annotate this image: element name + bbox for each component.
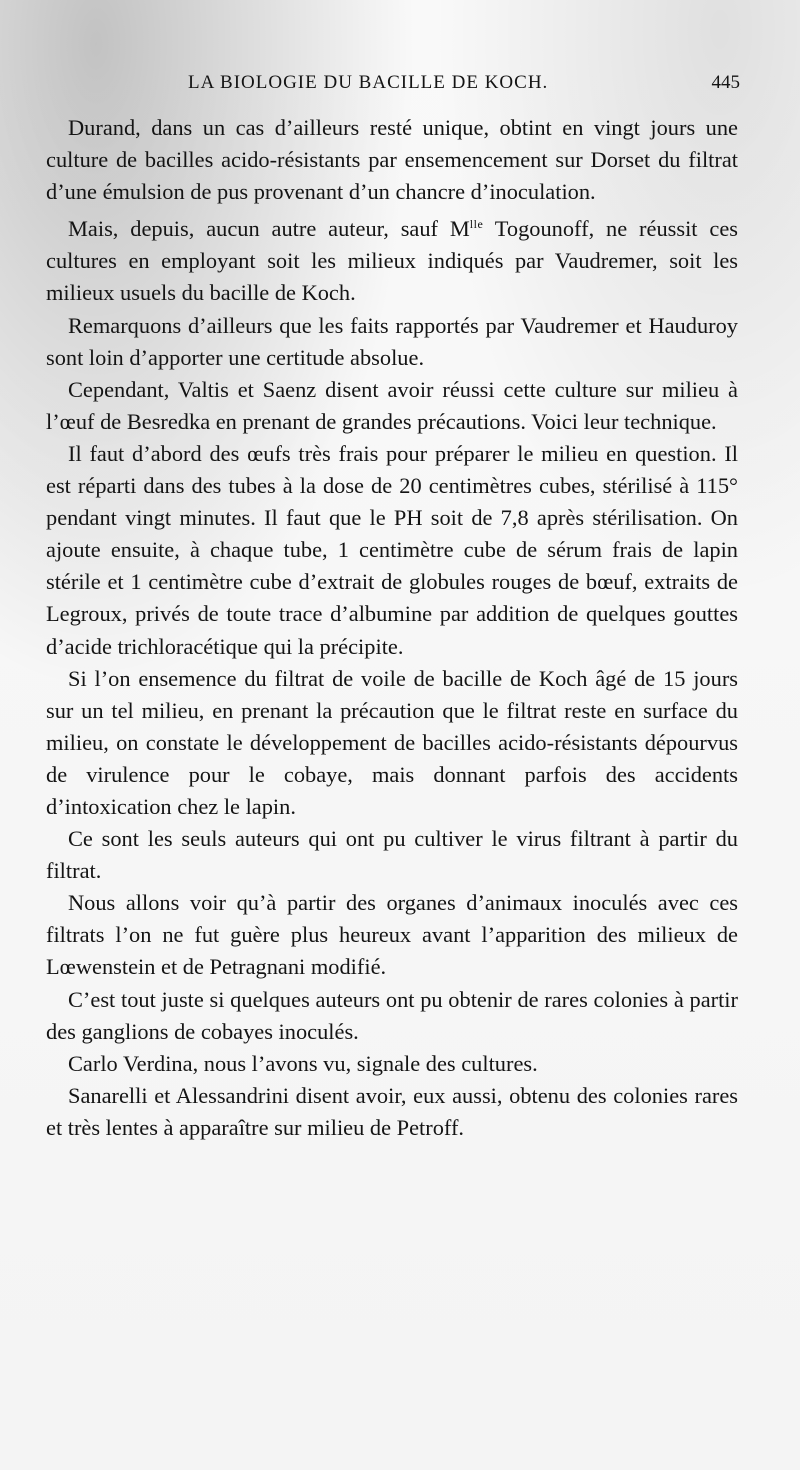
- paragraph-seuls-auteurs: Ce sont les seuls auteurs qui ont pu cultiver le virus filtrant à partir du filtrat.: [46, 826, 738, 884]
- paragraph-carlo-verdina: Carlo Verdina, nous l’avons vu, signale des cultures.: [68, 1050, 538, 1076]
- running-head: LA BIOLOGIE DU BACILLE DE KOCH.: [188, 72, 549, 93]
- paragraph-ensemence: Si l’on ensemence du filtrat de voile de bacille de Koch âgé de 15 jours sur un tel milieu, en prenant la précaution que le filtrat reste en surface du milieu, on constate le développement de bacilles acido-résistants dépourvus de virulence pour le cobaye, mais donnant parfois des accidents d’intoxication chez le lapin.: [46, 665, 738, 819]
- paragraph-togounoff-start: Mais, depuis, aucun autre auteur, sauf M: [68, 216, 470, 242]
- page-number: 445: [711, 72, 740, 93]
- paragraph-technique: Il faut d’abord des œufs très frais pour préparer le milieu en question. Il est réparti dans des tubes à la dose de 20 centimètres cubes, stérilisé à 115° pendant vingt minutes. Il faut que le PH soit de 7,8 après stérilisation. On ajoute ensuite, à chaque tube, 1 centimètre cube de sérum frais de lapin stérile et 1 centimètre cube d’extrait de globules rouges de bœuf, extraits de Legroux, privés de toute trace d’albumine par addition de quelques gouttes d’acide trichloracétique qui la précipite.: [46, 440, 738, 659]
- page-header: [46, 72, 738, 104]
- paragraph-cependant: Cependant, Valtis et Saenz disent avoir réussi cette culture sur milieu à l’œuf de Besredka en prenant de grandes précautions. Voici leur technique.: [46, 376, 738, 434]
- paragraph-togounoff: [46, 208, 738, 309]
- paragraph-nous-allons: Nous allons voir qu’à partir des organes d’animaux inoculés avec ces filtrats l’on ne fut guère plus heureux avant l’apparition des milieux de Lœwenstein et de Petragnani modifié.: [46, 890, 738, 980]
- paragraph-remarquons: Remarquons d’ailleurs que les faits rapportés par Vaudremer et Hauduroy sont loin d’apporter une certitude absolue.: [46, 312, 738, 370]
- paragraph-cest-tout-juste: C’est tout juste si quelques auteurs ont pu obtenir de rares colonies à partir des ganglions de cobayes inoculés.: [46, 986, 738, 1044]
- paragraph-durand: Durand, dans un cas d’ailleurs resté unique, obtint en vingt jours une culture de bacilles acido-résistants par ensemencement sur Dorset du filtrat d’une émulsion de pus provenant d’un chancre d’inoculation.: [46, 115, 738, 205]
- body-text: [46, 112, 738, 1144]
- title-abbreviation-superscript: lle: [469, 217, 484, 232]
- paragraph-sanarelli: Sanarelli et Alessandrini disent avoir, eux aussi, obtenu des colonies rares et très lentes à apparaître sur milieu de Petroff.: [46, 1082, 738, 1140]
- paragraph-togounoff-end: Togounoff, ne réussit ces cultures en employant soit les milieux indiqués par Vaudremer, soit les milieux usuels du bacille de Koch.: [46, 216, 738, 306]
